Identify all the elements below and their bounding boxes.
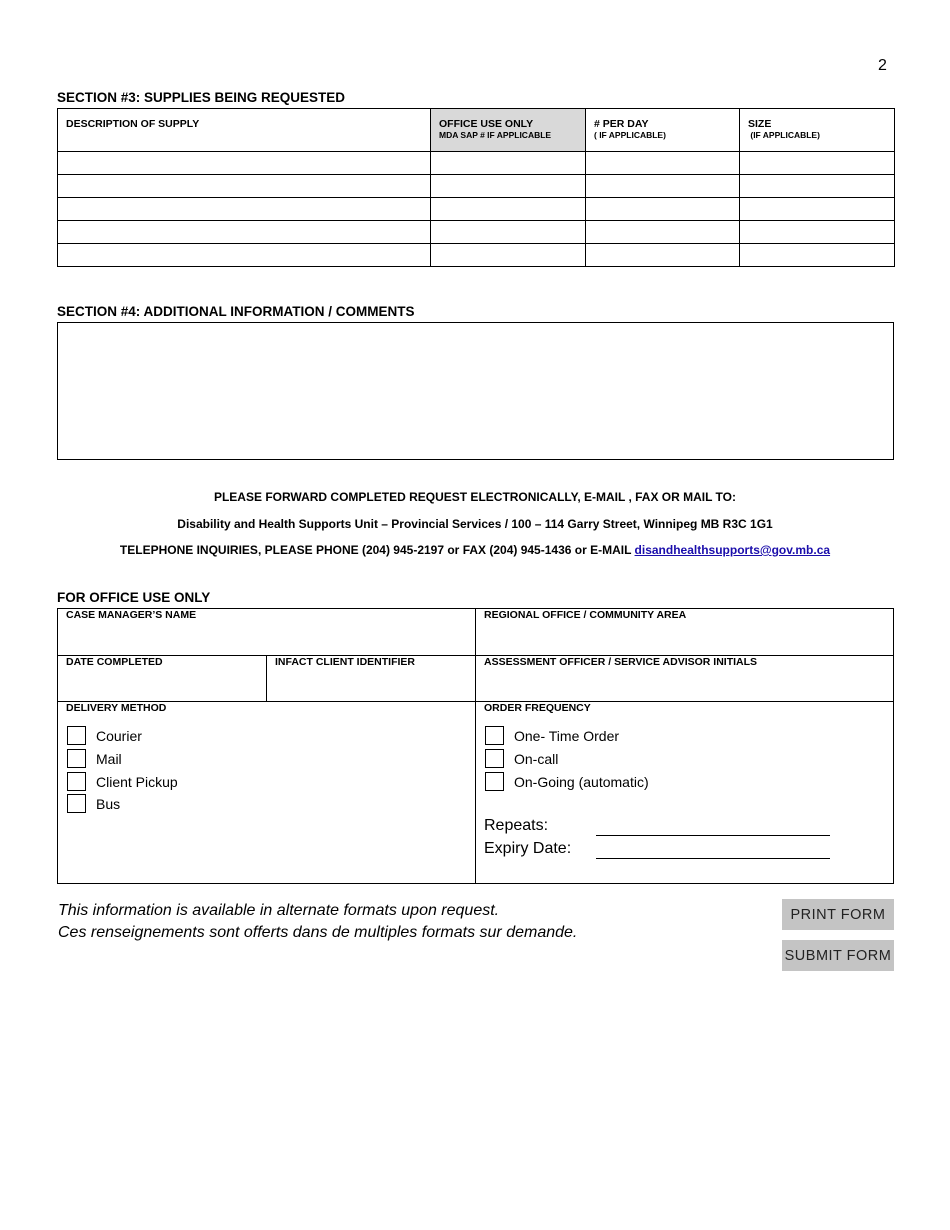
- submit-form-button[interactable]: SUBMIT FORM: [782, 940, 894, 971]
- size-input[interactable]: [740, 175, 894, 197]
- table-row: [58, 221, 895, 244]
- delivery-method-cell: [58, 702, 475, 884]
- office-use-input[interactable]: [431, 198, 585, 220]
- table-row: [58, 198, 895, 221]
- supplies-table: [57, 108, 895, 267]
- date-completed-label: DATE COMPLETED: [66, 656, 163, 668]
- forward-instructions: PLEASE FORWARD COMPLETED REQUEST ELECTRONICALLY, E-MAIL , FAX OR MAIL TO:: [213, 490, 737, 504]
- size-input[interactable]: [740, 152, 894, 174]
- frequency-option-one-time[interactable]: One- Time Order: [485, 726, 619, 745]
- page-number: 2: [878, 57, 887, 74]
- alt-formats-french: Ces renseignements sont offerts dans de multiples formats sur demande.: [58, 924, 578, 941]
- description-input[interactable]: [58, 152, 430, 174]
- table-row: [58, 152, 895, 175]
- office-use-input[interactable]: [431, 244, 585, 266]
- assessment-label: ASSESSMENT OFFICER / SERVICE ADVISOR INITIALS: [484, 656, 758, 668]
- expiry-date-line[interactable]: [596, 858, 830, 859]
- office-use-title: FOR OFFICE USE ONLY: [57, 590, 211, 605]
- repeats-line[interactable]: [596, 835, 830, 836]
- case-manager-cell: [58, 609, 475, 655]
- table-row: [58, 175, 895, 198]
- office-use-input[interactable]: [431, 152, 585, 174]
- mailing-address: Disability and Health Supports Unit – Provincial Services / 100 – 114 Garry Street, Winnipeg MB R3C 1G1: [177, 517, 773, 531]
- per-day-input[interactable]: [586, 175, 739, 197]
- description-input[interactable]: [58, 244, 430, 266]
- per-day-input[interactable]: [586, 152, 739, 174]
- office-use-box: [57, 608, 894, 884]
- infact-cell: [267, 656, 475, 701]
- infact-label: INFACT CLIENT IDENTIFIER: [275, 656, 415, 668]
- regional-office-input[interactable]: [482, 625, 888, 653]
- print-form-button[interactable]: PRINT FORM: [782, 899, 894, 930]
- size-input[interactable]: [740, 221, 894, 243]
- delivery-option-bus[interactable]: Bus: [67, 794, 120, 813]
- per-day-input[interactable]: [586, 244, 739, 266]
- per-day-input[interactable]: [586, 221, 739, 243]
- per-day-input[interactable]: [586, 198, 739, 220]
- case-manager-input[interactable]: [64, 625, 469, 653]
- description-column-header: DESCRIPTION OF SUPPLY: [58, 109, 431, 152]
- size-column-header: SIZE (IF APPLICABLE): [740, 109, 895, 152]
- order-frequency-cell: [476, 702, 894, 884]
- table-row: [58, 244, 895, 267]
- expiry-date-label: Expiry Date:: [484, 840, 572, 857]
- assessment-initials-input[interactable]: [482, 672, 888, 700]
- one-time-checkbox[interactable]: [485, 726, 504, 745]
- description-input[interactable]: [58, 221, 430, 243]
- assessment-cell: [476, 656, 894, 701]
- date-completed-input[interactable]: [64, 672, 260, 700]
- supplies-header-row: [58, 109, 895, 152]
- bus-checkbox[interactable]: [67, 794, 86, 813]
- on-call-checkbox[interactable]: [485, 749, 504, 768]
- size-input[interactable]: [740, 198, 894, 220]
- per-day-column-header: # PER DAY ( IF APPLICABLE): [586, 109, 740, 152]
- office-use-column-header: OFFICE USE ONLY MDA SAP # IF APPLICABLE: [431, 109, 586, 152]
- regional-office-cell: [476, 609, 894, 655]
- section3-title: SECTION #3: SUPPLIES BEING REQUESTED: [57, 90, 346, 105]
- regional-office-label: REGIONAL OFFICE / COMMUNITY AREA: [484, 609, 687, 621]
- description-input[interactable]: [58, 198, 430, 220]
- size-input[interactable]: [740, 244, 894, 266]
- courier-checkbox[interactable]: [67, 726, 86, 745]
- delivery-option-courier[interactable]: Courier: [67, 726, 142, 745]
- on-going-checkbox[interactable]: [485, 772, 504, 791]
- office-use-input[interactable]: [431, 221, 585, 243]
- description-input[interactable]: [58, 175, 430, 197]
- alt-formats-english: This information is available in alternate formats upon request.: [58, 902, 500, 919]
- email-link[interactable]: disandhealthsupports@gov.mb.ca: [634, 543, 831, 557]
- contact-phone-fax: TELEPHONE INQUIRIES, PLEASE PHONE (204) 945-2197 or FAX (204) 945-1436 or E-MAIL: [119, 543, 635, 557]
- date-completed-cell: [58, 656, 266, 701]
- delivery-option-client-pickup[interactable]: Client Pickup: [67, 772, 178, 791]
- section4-title: SECTION #4: ADDITIONAL INFORMATION / COMMENTS: [57, 304, 415, 319]
- contact-line: [0, 543, 950, 557]
- infact-client-id-input[interactable]: [273, 672, 469, 700]
- case-manager-label: CASE MANAGER’S NAME: [66, 609, 197, 621]
- delivery-method-label: DELIVERY METHOD: [66, 702, 167, 714]
- frequency-option-on-going[interactable]: On-Going (automatic): [485, 772, 649, 791]
- office-use-input[interactable]: [431, 175, 585, 197]
- frequency-option-on-call[interactable]: On-call: [485, 749, 558, 768]
- client-pickup-checkbox[interactable]: [67, 772, 86, 791]
- repeats-label: Repeats:: [484, 817, 549, 834]
- comments-textarea[interactable]: [57, 322, 894, 460]
- delivery-option-mail[interactable]: Mail: [67, 749, 122, 768]
- mail-checkbox[interactable]: [67, 749, 86, 768]
- order-frequency-label: ORDER FREQUENCY: [484, 702, 591, 714]
